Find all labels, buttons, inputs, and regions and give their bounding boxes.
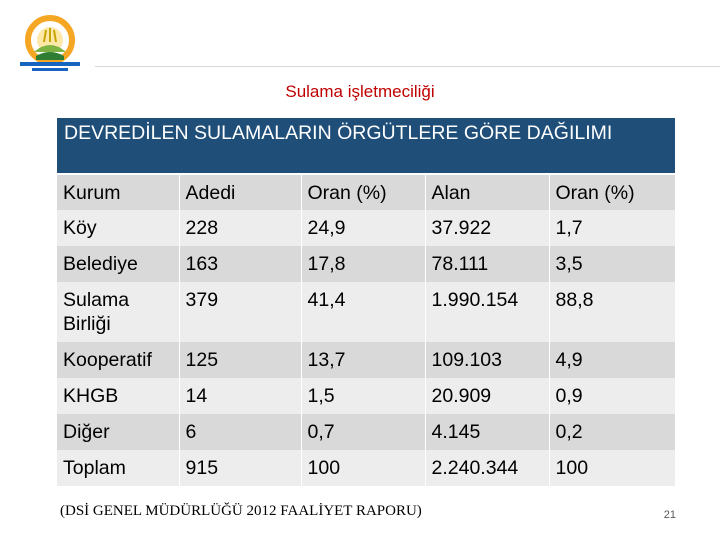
banner-title: DEVREDİLEN SULAMALARIN ÖRGÜTLERE GÖRE DAĞILIMI — [64, 122, 613, 144]
table-row — [57, 210, 675, 246]
table-cell: 0,2 — [555, 421, 583, 443]
table-cell: 6 — [179, 414, 301, 450]
distribution-table — [57, 175, 675, 486]
title-banner — [57, 118, 675, 173]
table-cell: Belediye — [57, 246, 179, 282]
table-cell: 41,4 — [301, 282, 425, 342]
table-cell: 0,9 — [555, 385, 583, 407]
table-cell: 125 — [179, 342, 301, 378]
table-cell: 228 — [179, 210, 301, 246]
table-row — [57, 342, 675, 378]
table-header-row — [57, 175, 675, 210]
table-cell: 78.111 — [425, 246, 549, 282]
table-cell: 1,7 — [555, 217, 583, 239]
table-cell: 24,9 — [301, 210, 425, 246]
source-citation: (DSİ GENEL MÜDÜRLÜĞÜ 2012 FAALİYET RAPORU) — [60, 503, 422, 519]
sun-wheat-logo-icon — [14, 12, 86, 74]
table-cell: 0,7 — [301, 414, 425, 450]
table-cell: 17,8 — [301, 246, 425, 282]
table-cell: 100 — [301, 450, 425, 486]
table-cell: 379 — [179, 282, 301, 342]
table-row — [57, 378, 675, 414]
table-cell: 915 — [179, 450, 301, 486]
table-cell: Kooperatif — [57, 342, 179, 378]
table-cell: 13,7 — [301, 342, 425, 378]
header-cell: Alan — [425, 175, 549, 210]
table-cell: 100 — [555, 457, 589, 479]
table-cell: 4,9 — [555, 349, 583, 371]
header-divider — [95, 66, 720, 67]
table-cell: Köy — [57, 210, 179, 246]
header-cell: Kurum — [57, 175, 179, 210]
table-cell: 14 — [179, 378, 301, 414]
table-cell: 1,5 — [301, 378, 425, 414]
header-cell: Oran (%) — [301, 175, 425, 210]
table-cell: 37.922 — [425, 210, 549, 246]
header-cell: Oran (%) — [555, 182, 635, 204]
table-cell: KHGB — [57, 378, 179, 414]
table-cell: 4.145 — [425, 414, 549, 450]
table-cell: 20.909 — [425, 378, 549, 414]
header-cell: Adedi — [179, 175, 301, 210]
table-row — [57, 246, 675, 282]
table-cell: Diğer — [57, 414, 179, 450]
table-row — [57, 414, 675, 450]
table-cell: Sulama Birliği — [57, 282, 179, 342]
table-cell: 88,8 — [555, 289, 594, 311]
table-cell: Toplam — [57, 450, 179, 486]
table-total-row — [57, 450, 675, 486]
table-cell: 109.103 — [425, 342, 549, 378]
table-row — [57, 282, 675, 342]
page-number: 21 — [663, 509, 676, 521]
table-cell: 163 — [179, 246, 301, 282]
organization-logo — [14, 12, 86, 74]
table-cell: 2.240.344 — [425, 450, 549, 486]
page-subtitle: Sulama işletmeciliği — [285, 82, 435, 101]
table-cell: 3,5 — [555, 253, 583, 275]
table-cell: 1.990.154 — [425, 282, 549, 342]
